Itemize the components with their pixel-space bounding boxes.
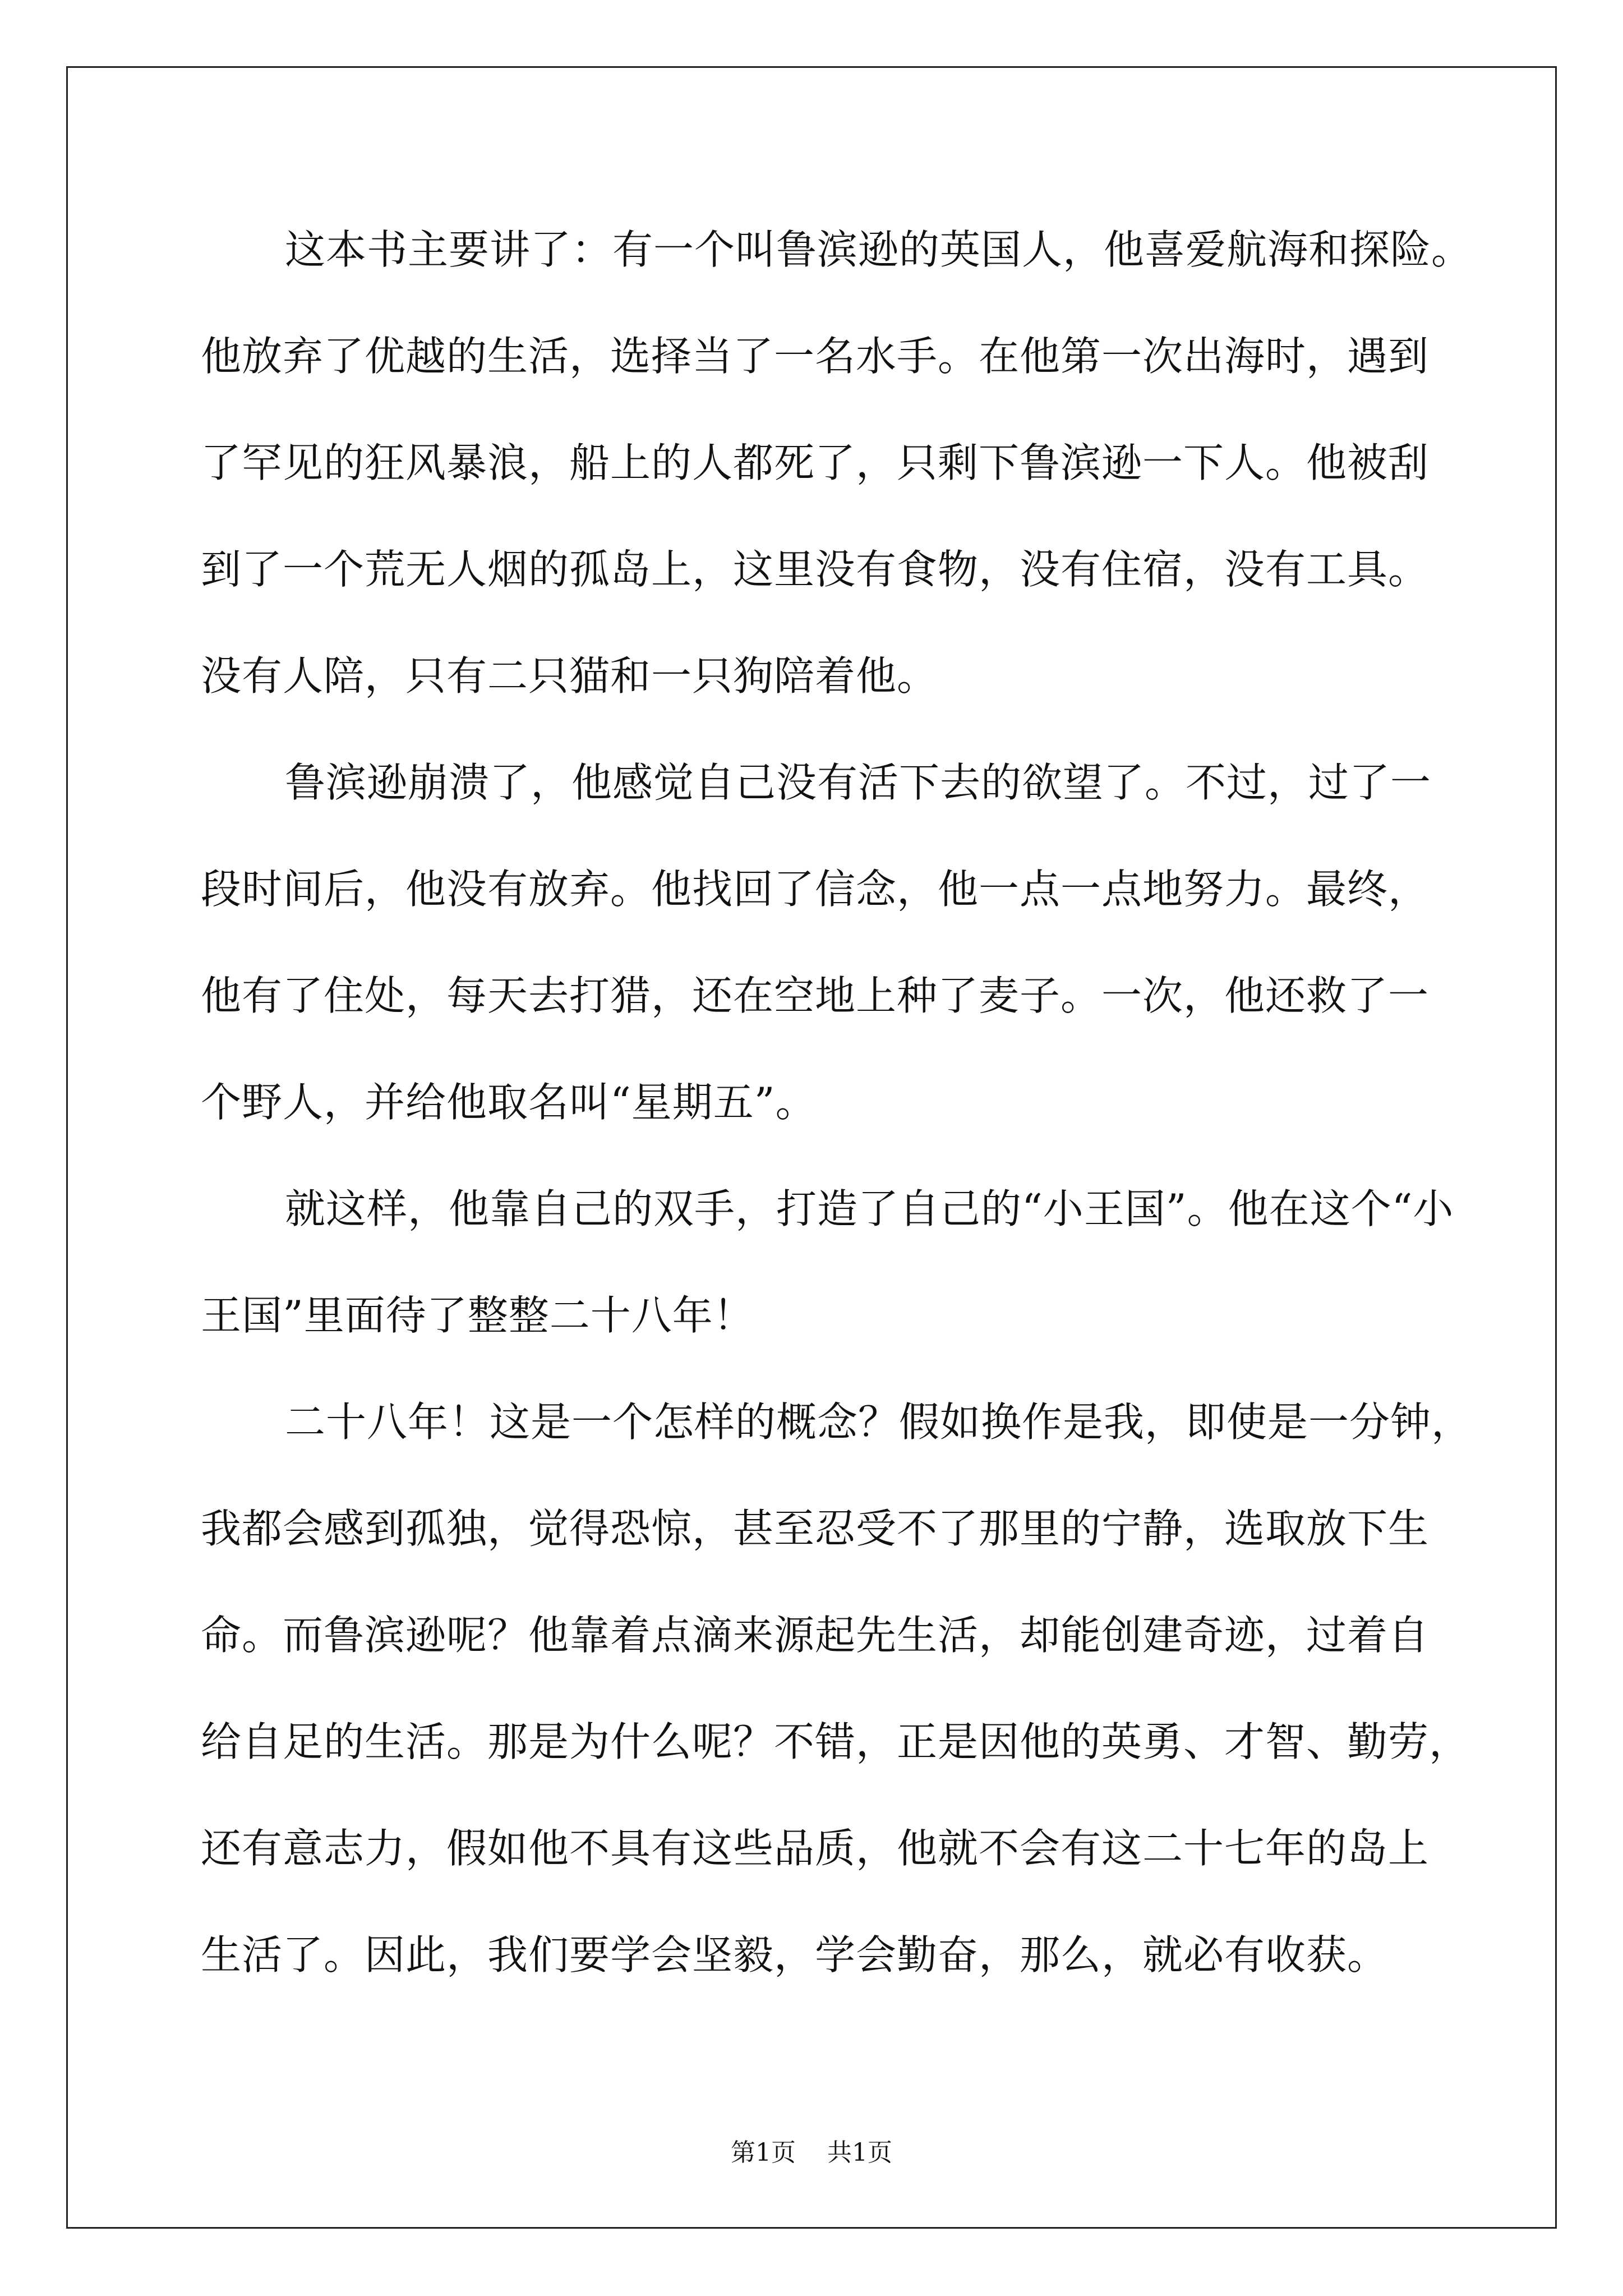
page-total: 共1页	[827, 2138, 892, 2167]
paragraph-4-line-5: 还有意志力，假如他不具有这些品质，他就不会有这二十七年的岛上	[201, 1825, 1430, 1872]
paragraph-1-line-5: 没有人陪，只有二只猫和一只狗陪着他。	[201, 652, 938, 700]
paragraph-2-line-2: 段时间后，他没有放弃。他找回了信念，他一点一点地努力。最终，	[201, 866, 1430, 913]
paragraph-1-line-3: 了罕见的狂风暴浪，船上的人都死了，只剩下鲁滨逊一下人。他被刮	[201, 439, 1430, 486]
paragraph-2-line-4: 个野人，并给他取名叫“星期五”。	[201, 1079, 817, 1126]
paragraph-4-line-2: 我都会感到孤独，觉得恐惊，甚至忍受不了那里的宁静，选取放下生	[201, 1505, 1430, 1552]
page-number: 第1页	[731, 2138, 796, 2167]
page-footer	[0, 2137, 1623, 2169]
paragraph-4-line-6: 生活了。因此，我们要学会坚毅，学会勤奋，那么，就必有收获。	[201, 1931, 1389, 1978]
paragraph-4-line-3: 命。而鲁滨逊呢？他靠着点滴来源起先生活，却能创建奇迹，过着自	[201, 1612, 1430, 1659]
document-body	[201, 219, 1473, 2031]
paragraph-3-line-1: 就这样，他靠自己的双手，打造了自己的“小王国”。他在这个“小	[285, 1185, 1454, 1232]
paragraph-3-line-2: 王国”里面待了整整二十八年！	[201, 1292, 754, 1339]
paragraph-2-line-3: 他有了住处，每天去打猎，还在空地上种了麦子。一次，他还救了一	[201, 972, 1430, 1019]
paragraph-1-line-4: 到了一个荒无人烟的孤岛上，这里没有食物，没有住宿，没有工具。	[201, 546, 1430, 593]
paragraph-4-line-4: 给自足的生活。那是为什么呢？不错，正是因他的英勇、才智、勤劳，	[201, 1718, 1470, 1765]
paragraph-1-line-1: 这本书主要讲了：有一个叫鲁滨逊的英国人，他喜爱航海和探险。	[285, 226, 1473, 273]
paragraph-1-line-2: 他放弃了优越的生活，选择当了一名水手。在他第一次出海时，遇到	[201, 333, 1430, 380]
paragraph-2-line-1: 鲁滨逊崩溃了，他感觉自己没有活下去的欲望了。不过，过了一	[285, 759, 1432, 806]
paragraph-4-line-1: 二十八年！这是一个怎样的概念？假如换作是我，即使是一分钟，	[285, 1398, 1473, 1446]
